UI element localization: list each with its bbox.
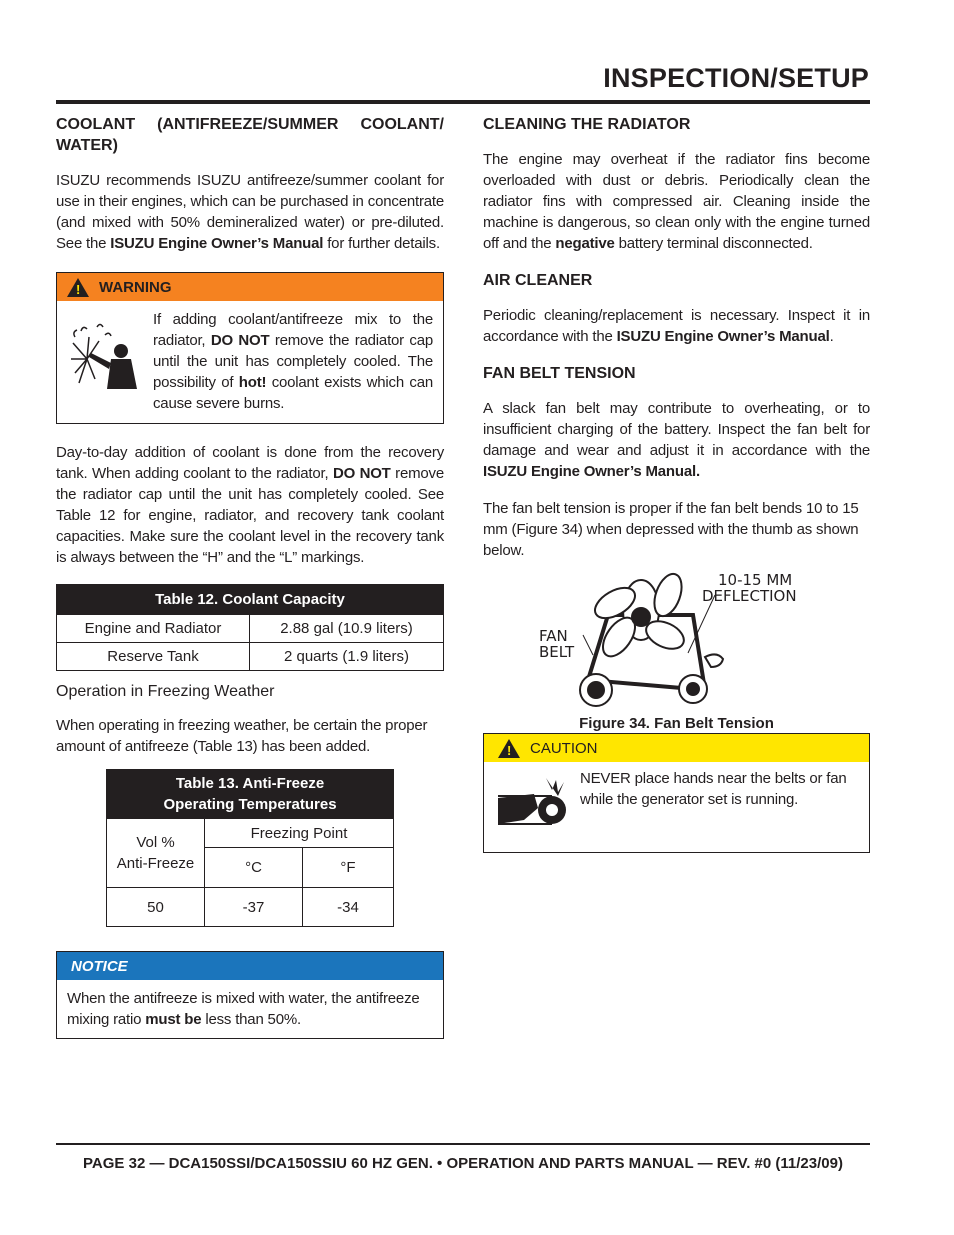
notice-header (57, 952, 443, 980)
table12-row2-value: 2 quarts (1.9 liters) (250, 643, 444, 671)
figure-label-deflection-1: 10-15 MM (718, 571, 793, 589)
table-row (107, 888, 394, 927)
notice-text-must-be: must be (145, 1011, 202, 1028)
radiator-heading: CLEANING THE RADIATOR (483, 116, 691, 133)
coolant-capacity-table (56, 584, 444, 671)
radiator-text-a: The engine may overheat if the radiator fins become overloaded with dust or debris. Periodically clean the radiator fins with compressed air. Cleaning inside the machine is dangerous, so clean only with the engine turned off and the (483, 151, 870, 252)
caution-body (484, 762, 869, 846)
fan-belt-paragraph (483, 398, 870, 482)
table12-row1-value: 2.88 gal (10.9 liters) (250, 615, 444, 643)
table13-unit-f: °F (303, 848, 394, 888)
table12-title: Table 12. Coolant Capacity (57, 585, 444, 615)
left-column (56, 114, 444, 1057)
page-title: INSPECTION/SETUP (603, 63, 869, 93)
warning-text-a: If adding coolant/antifreeze mix to the radiator, (153, 311, 433, 349)
table12-row1-label: Engine and Radiator (57, 615, 250, 643)
freezing-paragraph: When operating in freezing weather, be certain the proper amount of antifreeze (Table 13) has been added. (56, 717, 428, 755)
warning-text-hot: hot! (238, 374, 267, 391)
table13-antifreeze-label: Anti-Freeze (116, 855, 195, 872)
daytoday-text-a: Day-to-day addition of coolant is done from the recovery tank. When adding coolant to the radiator, (56, 444, 444, 482)
antifreeze-table (106, 769, 394, 927)
warning-box (56, 272, 444, 424)
header-divider (56, 100, 870, 104)
air-text-manual: ISUZU Engine Owner’s Manual (616, 328, 830, 345)
warning-text (153, 309, 433, 414)
air-cleaner-heading: AIR CLEANER (483, 272, 593, 289)
figure-label-fan: FAN (539, 627, 568, 645)
notice-label: NOTICE (71, 957, 128, 975)
daytoday-text-c: remove the radiator cap until the unit has completely cooled. See Table 12 for engine, radiator, and recovery tank coolant capacities. Make sure the coolant level in the recovery tank is always between the “H” and the “L” markings. (56, 465, 444, 566)
air-text-c: . (829, 328, 834, 345)
air-text-a: Periodic cleaning/replacement is necessary. Inspect it in accordance with the (483, 307, 870, 345)
warning-text-c: remove the radiator cap until the unit has completely cooled. The possibility of (153, 332, 433, 391)
right-column (483, 114, 870, 871)
explosion-burn-icon (67, 313, 145, 393)
fan-text-manual: ISUZU Engine Owner’s Manual. (483, 463, 700, 480)
coolant-text-manual: ISUZU Engine Owner’s Manual (110, 235, 324, 252)
caution-label: CAUTION (530, 739, 598, 757)
table13-title (107, 770, 394, 819)
air-cleaner-paragraph (483, 305, 870, 347)
table-row (57, 643, 444, 671)
hand-in-belt-icon (494, 768, 572, 838)
table13-unit-c: °C (205, 848, 303, 888)
fan-belt-tension-paragraph: The fan belt tension is proper if the fan belt bends 10 to 15 mm (Figure 34) when depressed with the thumb as shown below. (483, 500, 859, 559)
figure-label-belt: BELT (539, 643, 575, 661)
warning-triangle-icon: ! (67, 278, 89, 297)
daytoday-paragraph (56, 442, 444, 568)
table-row (57, 615, 444, 643)
table13-title-line1: Table 13. Anti-Freeze (175, 775, 325, 792)
radiator-text-negative: negative (555, 235, 615, 252)
warning-body (57, 301, 443, 422)
coolant-heading: COOLANT (ANTIFREEZE/SUMMER COOLANT/ WATER) (56, 116, 444, 154)
table13-vol-value: 50 (107, 888, 205, 927)
coolant-text-a: ISUZU recommends ISUZU antifreeze/summer coolant for use in their engines, which can be purchased in concentrate (and mixed with 50% demineralized water) or pre-diluted. See the (56, 172, 444, 252)
table13-f-value: -34 (303, 888, 394, 927)
table13-c-value: -37 (205, 888, 303, 927)
warning-header (57, 273, 443, 301)
warning-text-do-not: DO NOT (210, 332, 270, 349)
page-footer: PAGE 32 — DCA150SSI/DCA150SSIU 60 HZ GEN. • OPERATION AND PARTS MANUAL — REV. #0 (11/23/09) (83, 1155, 843, 1172)
fan-belt-figure (483, 565, 870, 733)
caution-header (484, 734, 869, 762)
notice-text-c: less than 50%. (201, 1011, 301, 1028)
figure-label-deflection-2: DEFLECTION (702, 587, 797, 605)
radiator-text-c: battery terminal disconnected. (614, 235, 813, 252)
freezing-heading: Operation in Freezing Weather (56, 683, 275, 700)
figure-caption: Figure 34. Fan Belt Tension (579, 715, 774, 732)
footer-divider (56, 1143, 870, 1145)
coolant-text-c: for further details. (323, 235, 440, 252)
daytoday-text-do-not: DO NOT (332, 465, 391, 482)
table13-freezing-point: Freezing Point (205, 819, 394, 848)
notice-body (57, 980, 443, 1038)
fan-text-a: A slack fan belt may contribute to overheating, or to insufficient charging of the battery. Inspect the fan belt for damage and wear and adjust it in accordance with the (483, 400, 870, 459)
caution-triangle-icon: ! (498, 739, 520, 758)
table13-title-line2: Operating Temperatures (163, 796, 337, 813)
notice-text (67, 988, 433, 1030)
notice-box (56, 951, 444, 1039)
warning-label: WARNING (99, 278, 172, 296)
fan-belt-heading: FAN BELT TENSION (483, 365, 636, 382)
warning-text-e: coolant exists which can cause severe burns. (153, 374, 433, 412)
table13-col-vol (107, 819, 205, 888)
caution-box (483, 733, 870, 853)
table12-row2-label: Reserve Tank (57, 643, 250, 671)
coolant-paragraph (56, 170, 444, 254)
table13-vol-label: Vol % (136, 834, 175, 851)
notice-text-a: When the antifreeze is mixed with water, the antifreeze mixing ratio (67, 990, 420, 1028)
caution-text: NEVER place hands near the belts or fan while the generator set is running. (580, 770, 847, 808)
radiator-paragraph (483, 149, 870, 254)
